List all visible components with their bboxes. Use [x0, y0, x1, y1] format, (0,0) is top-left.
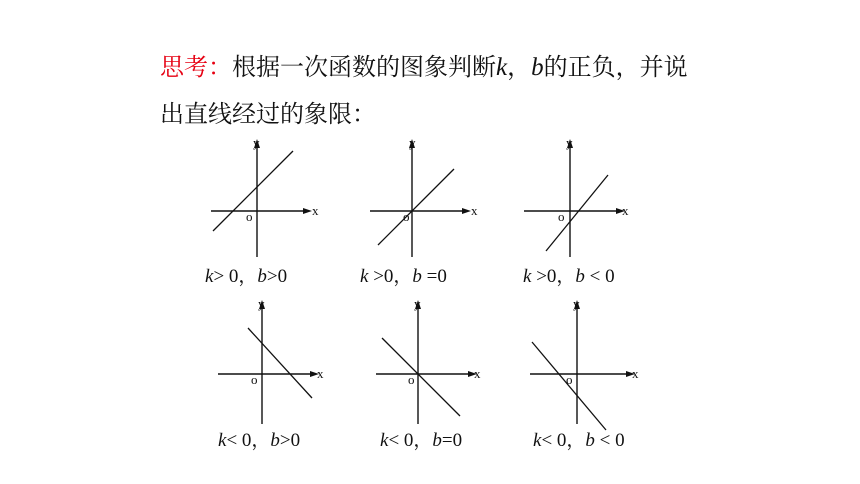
x-axis-label: x	[474, 366, 481, 381]
x-axis-label: x	[312, 203, 319, 218]
separator: ，	[507, 53, 532, 81]
origin-label: o	[408, 372, 415, 387]
think-label: 思考：	[160, 53, 232, 81]
y-axis-label: y	[409, 135, 416, 150]
caption-graph-3: k >0，b < 0	[523, 266, 615, 287]
var-b: b	[531, 54, 544, 81]
caption-graph-6: k< 0，b < 0	[533, 430, 625, 451]
y-axis-label: y	[414, 296, 421, 311]
caption-graph-4: k< 0，b>0	[218, 430, 301, 451]
origin-label: o	[566, 372, 573, 387]
x-axis-label: x	[632, 366, 639, 381]
y-axis-label: y	[566, 135, 573, 150]
x-axis-label: x	[317, 366, 324, 381]
question-text-part2: 的正负，并说	[543, 53, 688, 81]
var-k: k	[496, 54, 508, 81]
origin-label: o	[558, 209, 565, 224]
y-axis-label: y	[573, 296, 580, 311]
caption-graph-2: k >0，b =0	[360, 266, 447, 287]
graph-k-pos-b-zero	[360, 135, 485, 260]
y-axis-label: y	[258, 296, 265, 311]
graph-k-pos-b-neg	[518, 135, 643, 260]
question-text-part1: 根据一次函数的图象判断	[232, 53, 496, 81]
x-axis-label: x	[471, 203, 478, 218]
origin-label: o	[246, 209, 253, 224]
caption-graph-5: k< 0，b=0	[380, 430, 463, 451]
origin-label: o	[251, 372, 258, 387]
question-line-1	[160, 52, 688, 83]
graph-k-neg-b-pos	[210, 296, 335, 426]
question-line-2: 出直线经过的象限：	[160, 100, 376, 128]
graph-k-pos-b-pos	[205, 135, 330, 260]
x-axis-label: x	[622, 203, 629, 218]
graph-k-neg-b-zero	[368, 296, 493, 426]
caption-graph-1: k> 0，b>0	[205, 266, 288, 287]
graph-k-neg-b-neg	[522, 296, 647, 431]
origin-label: o	[403, 209, 410, 224]
y-axis-label: y	[253, 135, 260, 150]
